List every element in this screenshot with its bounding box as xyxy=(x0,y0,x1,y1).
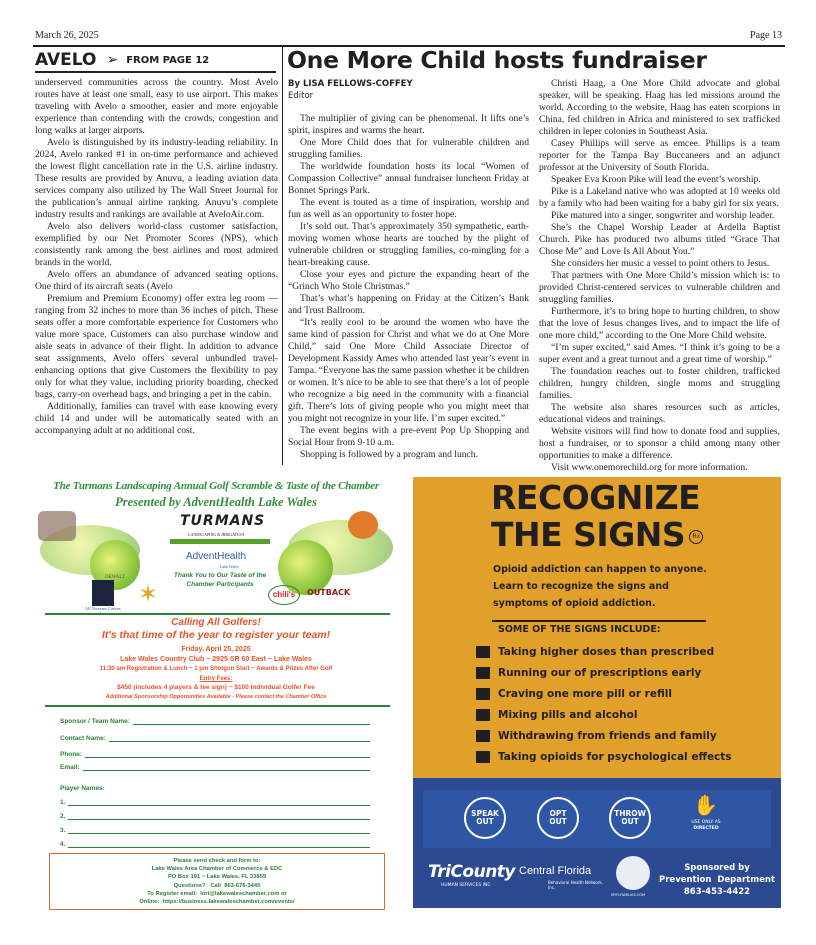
field-line xyxy=(68,827,370,834)
sign-item xyxy=(476,751,732,763)
article-headline: One More Child hosts fundraiser xyxy=(287,46,707,74)
event-schedule: 11:30 am Registration & Lunch ~ 1 pm Shotgun Start ~ Awards & Prizes After Golf xyxy=(99,666,333,672)
dcf-seal xyxy=(616,856,650,890)
sponsor-line: Sponsored by xyxy=(684,863,750,873)
paragraph: The multiplier of giving can be phenomenal. It lifts one’s spirit, inspires and warms the heart. xyxy=(288,113,529,136)
square-bullet-icon xyxy=(476,688,490,700)
paragraph: Avelo offers an abundance of advanced seating options. One third of its aircraft seats (Avelo xyxy=(35,269,278,292)
directed-line: USE ONLY AS xyxy=(691,820,721,825)
golf-cart-illustration xyxy=(38,511,76,541)
paragraph: Avelo is distinguished by its industry-leading reliability. In 2024, Avelo ranked #1 in on-time performance and achieved the lowest flight cancellation rate in the U.S. airline industry. These results are provided by Anuvu, a leading aviation data services company also utilized by The Wall Street Journal for the publication’s annual airline ranking. Anuvu’s complete industry results and rankings are available at AveloAir.com. xyxy=(35,137,278,220)
player-names-label: Player Names: xyxy=(60,785,105,792)
field-label: 4. xyxy=(60,841,66,848)
paragraph: The event is touted as a time of inspiration, worship and fun as well as an opportunity to foster hope. xyxy=(288,197,529,220)
paragraph: Christi Haag, a One More Child advocate and global speaker, will be speaking. Haag has led missions around the world. According to the website, Haag has eaten scorpions in China, fed children in Africa and ministered to sex trafficked children in leper colonies in Southeast Asia. xyxy=(539,78,780,137)
badge-line: OUT xyxy=(476,817,494,826)
register-url[interactable]: Online: https://business.lakewaleschamber.com/events/ xyxy=(139,899,295,906)
avelo-body xyxy=(35,77,278,437)
paragraph: “I’m super excited,” said Ames. “I think it’s going to be a super event and a great turnout and a great time of worship.” xyxy=(539,342,780,365)
veterans-logo xyxy=(92,580,114,606)
field-line xyxy=(68,841,370,848)
register-email[interactable]: To Register email: lori@lakewaleschamber.com or xyxy=(147,890,287,897)
recognize-signs-ad xyxy=(413,477,781,908)
mail-line: PO Box 191 ~ Lake Wales, FL 33859 xyxy=(167,874,267,881)
square-bullet-icon xyxy=(476,646,490,658)
star-logo: ✶ xyxy=(138,582,159,608)
avelo-title: AVELO xyxy=(35,50,97,70)
paragraph: Additionally, families can travel with ease knowing every child 14 and under will be automatically seated with an accompanying adult at no additional cost. xyxy=(35,401,278,436)
turmans-logo-sub: LANDSCAPING & IRRIGATION xyxy=(188,532,245,537)
throw-out-badge xyxy=(609,797,651,839)
paragraph: Furthermore, it’s to bring hope to hurting children, to show that the love of Jesus changes lives, and to impact the life of one more child,” according to the One More Child website. xyxy=(539,306,780,341)
taste-participants-thanks: Thank You to Our Taste of the Chamber Participants xyxy=(173,572,267,588)
speak-out-badge xyxy=(464,797,506,839)
column-divider xyxy=(282,47,283,465)
paragraph: She’s the Chapel Worship Leader at Ardella Baptist Church. Pike has produced two albums titled “Grace That Chose Me” and Love Is All About You.” xyxy=(539,222,780,257)
field-label: 2. xyxy=(60,813,66,820)
mail-line: Please send check and form to: xyxy=(173,858,261,864)
player-3-field[interactable] xyxy=(60,827,370,834)
adventhealth-logo-sub: Lake Wales xyxy=(220,564,239,569)
golf-scramble-ad xyxy=(30,475,402,911)
paragraph: Shopping is followed by a program and lunch. xyxy=(300,449,478,460)
adventhealth-logo: AdventHealth xyxy=(186,551,247,562)
veterans-label: All Veterans Center, xyxy=(84,606,122,611)
byline-role: Editor xyxy=(288,91,314,101)
ad-title-line2-text: THE SIGNS xyxy=(491,515,686,554)
field-label: Email: xyxy=(60,764,80,771)
mailing-info-box xyxy=(49,853,385,910)
field-label: Contact Name: xyxy=(60,735,106,742)
paragraph: One More Child does that for vulnerable children and struggling families. xyxy=(288,137,529,160)
grass-graphic xyxy=(170,539,270,544)
chilis-logo: chili's xyxy=(268,585,300,605)
field-label: 3. xyxy=(60,827,66,834)
divider xyxy=(45,705,390,707)
sponsor-phone: 863-453-4422 xyxy=(683,887,751,897)
paragraph: Pike matured into a singer, songwriter and worship leader. xyxy=(551,210,775,221)
sign-item xyxy=(476,709,637,721)
field-line xyxy=(68,799,370,806)
turmans-logo: TURMANS xyxy=(180,513,266,529)
paragraph: Pike is a Lakeland native who was adopted at 10 weeks old by a family who had been waiting for a baby girl for six years. xyxy=(539,186,780,209)
paragraph: Website visitors will find how to donate food and supplies, host a fundraiser, or to sponsor a child among many other opportunities to make a difference. xyxy=(539,426,780,461)
sign-label: Withdrawing from friends and family xyxy=(498,730,717,742)
article-column-2 xyxy=(539,78,780,474)
arrow-right-icon: ➢ xyxy=(106,52,119,68)
issue-date: March 26, 2025 xyxy=(35,30,99,41)
sign-label: Taking opioids for psychological effects xyxy=(498,751,732,763)
field-line xyxy=(85,751,370,758)
cfbhn-logo: Central Florida xyxy=(519,865,592,877)
paragraph: It’s sold out. That’s approximately 350 sympathetic, earth-moving women whose hearts are touched by the plight of vulnerable children or struggling families, co-mingling for a heart-breaking cause. xyxy=(288,221,529,268)
sign-item xyxy=(476,688,672,700)
paragraph: underserved communities across the country. Most Avelo routes have at least one small, easy to use airport. This makes traveling with Avelo a smoother, easier and more enjoyable experience than contending with the crowds, congestion and long walks at larger airports. xyxy=(35,77,278,136)
badge-line: OUT xyxy=(621,817,639,826)
divider xyxy=(492,620,706,622)
avelo-rule xyxy=(35,71,276,73)
paragraph: That’s what’s happening on Friday at the Citizen’s Bank and Trust Ballroom. xyxy=(288,293,529,316)
entry-fees-label: Entry Fees: xyxy=(199,676,233,682)
field-line xyxy=(83,764,370,771)
sponsor-line: Prevention Department xyxy=(659,875,775,885)
badge-line: OPT xyxy=(549,809,567,818)
square-bullet-icon xyxy=(476,730,490,742)
ad-intro xyxy=(493,561,707,612)
player-1-field[interactable] xyxy=(60,799,370,806)
event-venue: Lake Wales Country Club ~ 2925 SR 60 East ~ Lake Wales xyxy=(120,656,312,663)
sign-label: Craving one more pill or refill xyxy=(498,688,672,700)
player-2-field[interactable] xyxy=(60,813,370,820)
paragraph: Speaker Eva Kroon Pike will lead the event’s worship. xyxy=(551,174,761,185)
tricounty-logo-sub: HUMAN SERVICES INC xyxy=(441,883,491,888)
tricounty-logo: TriCounty xyxy=(428,862,516,882)
paragraph: Avelo also delivers world-class customer satisfaction, exemplified by our Net Promoter Scores (NPS), which consistently rank among the best airlines and most admired brands in the world. xyxy=(35,221,278,268)
phone-field[interactable] xyxy=(60,751,370,758)
field-line xyxy=(133,718,370,725)
dcf-url: MYFLFAMILIES.COM xyxy=(611,893,646,897)
paragraph: The worldwide foundation hosts its local “Women of Compassion Collective” annual fundraiser luncheon Friday at Bonnet Springs Park. xyxy=(288,161,529,196)
dewalt-logo: DEWALT xyxy=(104,575,126,580)
signs-list-title: SOME OF THE SIGNS INCLUDE: xyxy=(498,624,661,635)
paragraph: The website also shares resources such as articles, educational videos and trainings. xyxy=(539,402,780,425)
paragraph: She considers her music a vessel to point others to Jesus. xyxy=(551,258,770,269)
cfbhn-logo-sub: Behavioral Health Network, Inc. xyxy=(548,880,603,890)
byline: By LISA FELLOWS-COFFEY xyxy=(288,79,413,89)
field-label: 1. xyxy=(60,799,66,806)
badge-line: THROW xyxy=(614,809,646,818)
square-bullet-icon xyxy=(476,667,490,679)
golf-ad-presenter: Presented by AdventHealth Lake Wales xyxy=(115,495,317,509)
sign-label: Mixing pills and alcohol xyxy=(498,709,638,721)
field-line xyxy=(109,735,370,742)
mail-line: Questions? Call 863-676-3445 xyxy=(173,882,261,889)
sign-item xyxy=(476,646,714,658)
register-team-headline: It's that time of the year to register your team! xyxy=(101,629,331,641)
intro-line: Opioid addiction can happen to anyone. xyxy=(493,564,707,575)
paragraph: The event begins with a pre-event Pop Up Shopping and Social Hour from 9-10 a.m. xyxy=(288,425,529,448)
page-number: Page 13 xyxy=(750,30,782,41)
avelo-jump-head xyxy=(35,50,209,70)
mail-line: Lake Wales Area Chamber of Commerce & EDC xyxy=(151,866,283,873)
paragraph: Casey Phillips will serve as emcee. Phillips is a team reporter for the Tampa Bay Buccaneers and an adjunct professor at the University of South Florida. xyxy=(539,138,780,173)
intro-line: Learn to recognize the signs and xyxy=(493,581,669,592)
intro-line: symptoms of opioid addiction. xyxy=(493,598,656,609)
email-field[interactable] xyxy=(60,764,370,771)
square-bullet-icon xyxy=(476,709,490,721)
contact-name-field[interactable] xyxy=(60,735,370,742)
paragraph: Close your eyes and picture the expanding heart of the “Grinch Who Stole Christmas.” xyxy=(288,269,529,292)
sponsor-team-name-field[interactable] xyxy=(60,718,370,725)
divider xyxy=(45,613,390,615)
sign-label: Running our of prescriptions early xyxy=(498,667,702,679)
rx-icon: Rx xyxy=(689,530,703,544)
field-label: Phone: xyxy=(60,751,83,758)
use-as-directed xyxy=(681,820,731,832)
paragraph: Visit www.onemorechild.org for more information. xyxy=(551,462,748,473)
paragraph: That partners with One More Child’s mission which is: to provided Christ-centered services to vulnerable children and struggling families. xyxy=(539,270,780,305)
jump-label: FROM PAGE 12 xyxy=(126,54,210,66)
square-bullet-icon xyxy=(476,751,490,763)
burger-mascot-illustration xyxy=(348,511,378,539)
badge-line: OUT xyxy=(549,817,567,826)
ad-footer xyxy=(413,778,781,908)
sponsor-info xyxy=(653,862,781,898)
sponsorship-note: Additional Sponsorship Opportunities Available - Please contact the Chamber Office xyxy=(105,694,327,700)
ad-title-line2 xyxy=(491,517,703,553)
opt-out-badge xyxy=(537,797,579,839)
ad-title-line1: RECOGNIZE xyxy=(491,478,701,517)
outback-logo: OUTBACK xyxy=(307,588,351,597)
sign-item xyxy=(476,667,701,679)
calling-golfers: Calling All Golfers! xyxy=(171,617,261,628)
field-line xyxy=(68,813,370,820)
player-4-field[interactable] xyxy=(60,841,370,848)
paragraph: “It’s really cool to be around the women who have the same kind of passion for Christ and what we do at One More Child,” said One More Child Associate Director of Development Kassidy Ames who attended last year’s event in Tampa. “Everyone has the same passion whether it be children or women. It’s nice to be able to see that there’s a lot of people who recognize a big need in the community with a financial gift. There’s lots of giving people who you might meet that you might not recognize in your life. I’m super excited.” xyxy=(288,317,529,424)
event-date: Friday, April 25, 2025 xyxy=(181,646,251,653)
paragraph: The foundation reaches out to foster children, trafficked children, hungry children, single moms and struggling families. xyxy=(539,366,780,401)
hand-stop-icon: ✋ xyxy=(693,793,718,817)
directed-line: DIRECTED xyxy=(693,826,719,831)
sign-label: Taking higher doses than prescribed xyxy=(498,646,715,658)
actions-panel xyxy=(423,790,771,848)
paragraph: Premium and Premium Economy) offer extra leg room — ranging from 32 inches to more than 36 inches of pitch. These seats offer a more comfortable experience for Customers who value more space. Customers can also purchase window and aisle seats in advance of their flight. In addition to advance seat assignments, Avelo offers several unbundled travel-enhancing options that give Customers the flexibility to pay only for what they value, including priority boarding, checked bags, carry-on overhead bags, and bringing a pet in the cabin. xyxy=(35,293,278,400)
article-column-1 xyxy=(288,113,529,461)
entry-fees: $450 (includes 4 players & tee sign) ~ $100 Individual Golfer Fee xyxy=(117,684,315,691)
sign-item xyxy=(476,730,717,742)
field-label: Sponsor / Team Name: xyxy=(60,718,130,725)
golf-ad-title: The Turmans Landscaping Annual Golf Scramble & Taste of the Chamber xyxy=(53,480,379,492)
badge-line: SPEAK xyxy=(471,809,499,818)
